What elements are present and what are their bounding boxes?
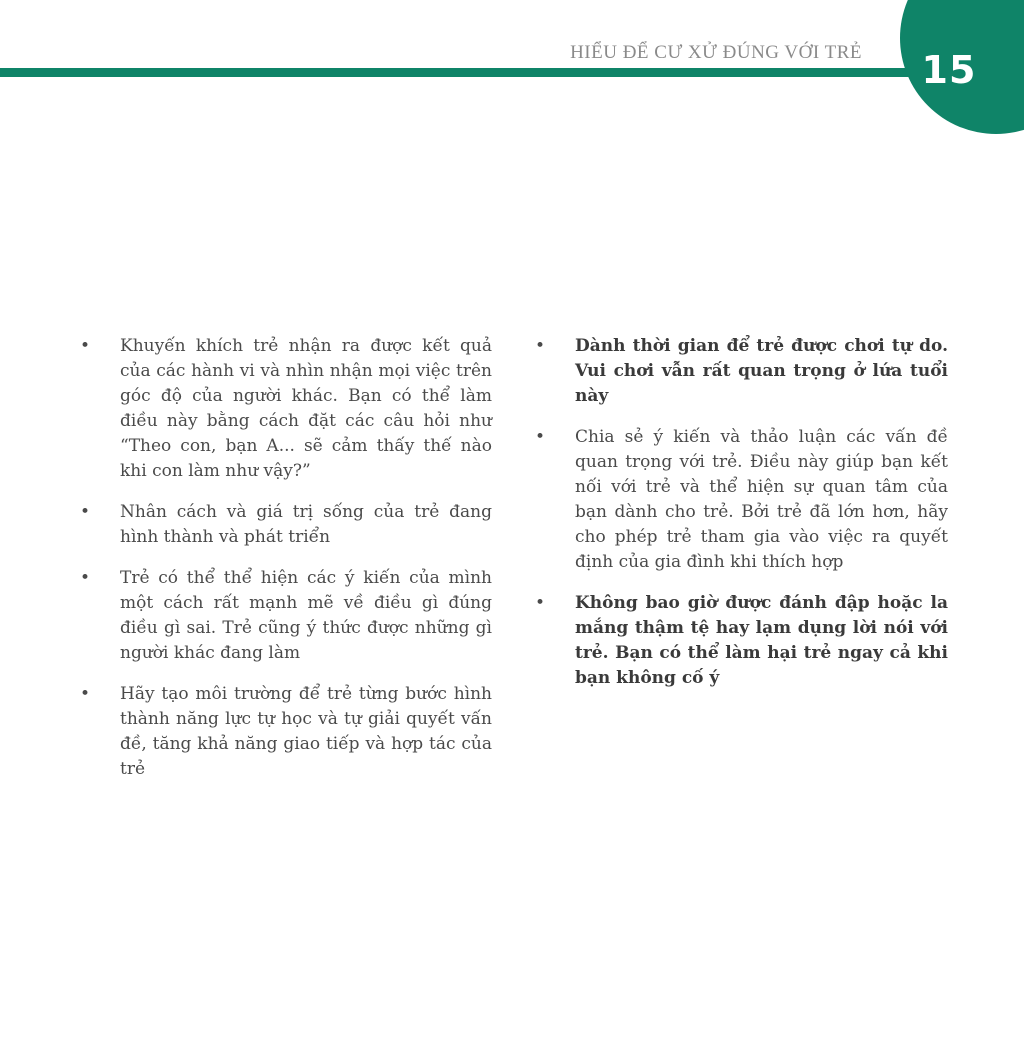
left-bullet-list [78, 334, 492, 798]
bullet-icon: • [80, 568, 91, 588]
list-item-text: Khuyến khích trẻ nhận ra được kết quả của các hành vi và nhìn nhận mọi việc trên góc độ của người khác. Bạn có thể làm điều này bằng cách đặt các câu hỏi như “Theo con, bạn A... sẽ cảm thấy thế nào khi con làm như vậy?” [120, 336, 492, 481]
list-item [78, 500, 492, 550]
list-item-text-bold: Không bao giờ được đánh đập hoặc la mắng thậm tệ hay lạm dụng lời nói với trẻ. Bạn có thể làm hại trẻ ngay cả khi bạn không cố ý [575, 593, 948, 688]
list-item [78, 682, 492, 782]
bullet-icon: • [80, 684, 91, 704]
list-item [533, 591, 948, 691]
bullet-icon: • [80, 502, 91, 522]
page-number: 15 [921, 48, 977, 92]
bullet-icon: • [535, 593, 546, 613]
list-item [533, 334, 948, 409]
list-item-text: Nhân cách và giá trị sống của trẻ đang hình thành và phát triển [120, 502, 492, 547]
running-header-title: HIỂU ĐỂ CƯ XỬ ĐÚNG VỚI TRẺ [570, 42, 862, 63]
list-item [78, 334, 492, 484]
list-item [533, 425, 948, 575]
list-item-text-bold: Dành thời gian để trẻ được chơi tự do. Vui chơi vẫn rất quan trọng ở lứa tuổi này [575, 336, 948, 406]
bullet-icon: • [80, 336, 91, 356]
list-item [78, 566, 492, 666]
list-item-text: Chia sẻ ý kiến và thảo luận các vấn đề quan trọng với trẻ. Điều này giúp bạn kết nối với trẻ và thể hiện sự quan tâm của bạn dành cho trẻ. Bởi trẻ đã lớn hơn, hãy cho phép trẻ tham gia vào việc ra quyết định của gia đình khi thích hợp [575, 427, 948, 572]
header-rule [0, 68, 930, 77]
right-bullet-list [533, 334, 948, 707]
list-item-text: Hãy tạo môi trường để trẻ từng bước hình thành năng lực tự học và tự giải quyết vấn đề, tăng khả năng giao tiếp và hợp tác của trẻ [120, 684, 492, 779]
bullet-icon: • [535, 336, 546, 356]
bullet-icon: • [535, 427, 546, 447]
list-item-text: Trẻ có thể thể hiện các ý kiến của mình một cách rất mạnh mẽ về điều gì đúng điều gì sai. Trẻ cũng ý thức được những gì người khác đang làm [120, 568, 492, 663]
